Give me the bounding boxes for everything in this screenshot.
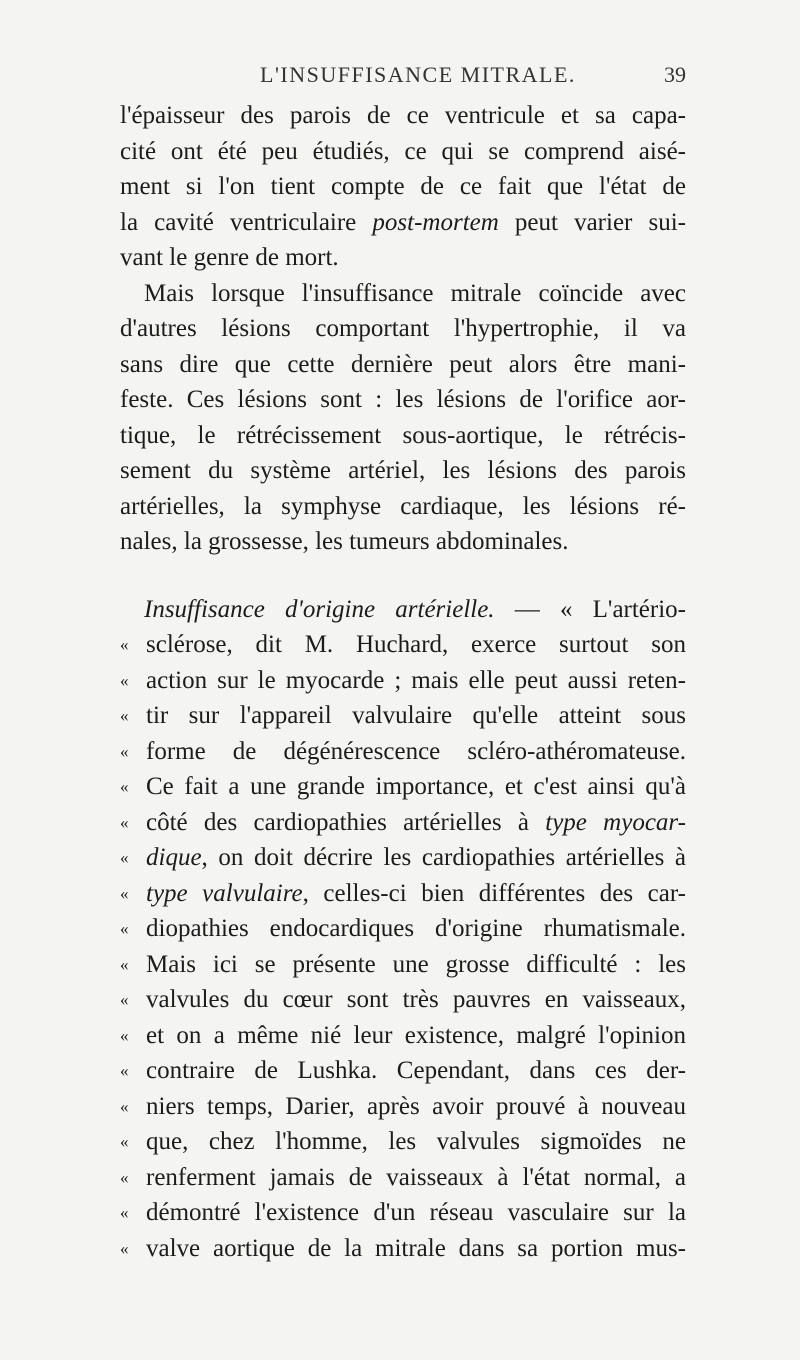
paragraph-2 xyxy=(120,276,686,560)
guillemet: « xyxy=(120,919,129,938)
text-line: la cavité ventriculaire post-mortem peut varier sui- xyxy=(120,208,686,236)
guillemet: « xyxy=(120,1132,129,1151)
guillemet: « xyxy=(120,1203,129,1222)
quote-line: « que, chez l'homme, les valvules sigmoïdes ne xyxy=(120,1124,686,1160)
guillemet: « xyxy=(120,883,129,903)
quote-line: « action sur le myocarde ; mais elle peut aussi reten- xyxy=(120,663,686,699)
text-line: d'autres lésions comportant l'hypertrophie, il va xyxy=(120,315,686,342)
guillemet: « xyxy=(120,812,129,832)
guillemet: « xyxy=(120,990,129,1009)
body-text xyxy=(120,98,686,1266)
quote-line: « type valvulaire, celles-ci bien différentes des car- xyxy=(120,876,686,912)
text-line: vant le genre de mort. xyxy=(120,244,339,271)
guillemet: « xyxy=(120,1238,129,1258)
italic-term: dique xyxy=(146,844,202,871)
section-heading: Insuffisance d'origine artérielle. xyxy=(144,595,495,623)
text-line: tique, le rétrécissement sous-aortique, le rétrécis- xyxy=(120,421,686,449)
quote-line: « valve aortique de la mitrale dans sa portion mus- xyxy=(120,1231,686,1267)
section-heading-line: Insuffisance d'origine artérielle. — « L'artério- xyxy=(144,595,686,623)
guillemet: « xyxy=(120,1025,129,1045)
guillemet: « xyxy=(120,777,129,796)
quote-line: « et on a même nié leur existence, malgré l'opinion xyxy=(120,1018,686,1054)
quote-line: « diopathies endocardiques d'origine rhumatismale. xyxy=(120,911,686,947)
text-line: l'épaisseur des parois de ce ventricule et sa capa- xyxy=(120,102,686,129)
page-number: 39 xyxy=(664,62,686,87)
guillemet: « xyxy=(120,1167,129,1187)
quote-line: « dique, on doit décrire les cardiopathies artérielles à xyxy=(120,840,686,876)
running-title: L'INSUFFISANCE MITRALE. xyxy=(260,62,576,87)
guillemet: « xyxy=(120,954,129,974)
italic-term: post-mortem xyxy=(372,208,499,236)
quote-line: « tir sur l'appareil valvulaire qu'elle atteint sous xyxy=(120,698,686,734)
italic-term: type valvulaire xyxy=(146,879,303,907)
quote-line: « Mais ici se présente une grosse difficulté : les xyxy=(120,947,686,983)
text-line: cité ont été peu étudiés, ce qui se comprend aisé- xyxy=(120,137,686,165)
quote-line: « sclérose, dit M. Huchard, exerce surtout son xyxy=(120,627,686,663)
guillemet: « xyxy=(120,741,129,761)
quote-line: « niers temps, Darier, après avoir prouvé à nouveau xyxy=(120,1089,686,1125)
paragraph-1 xyxy=(120,98,686,276)
guillemet: « xyxy=(120,706,129,725)
quote-line: « valvules du cœur sont très pauvres en vaisseaux, xyxy=(120,982,686,1018)
guillemet: « xyxy=(120,1096,129,1116)
text-line: nales, la grossesse, les tumeurs abdominales. xyxy=(120,528,569,555)
guillemet: « xyxy=(120,1061,129,1080)
paragraph-gap xyxy=(120,560,686,592)
guillemet: « xyxy=(120,670,129,690)
quote-line: « renferment jamais de vaisseaux à l'état normal, a xyxy=(120,1160,686,1196)
text-line: sans dire que cette dernière peut alors être mani- xyxy=(120,350,686,378)
text-line: artérielles, la symphyse cardiaque, les lésions ré- xyxy=(120,492,686,520)
quote-line: « forme de dégénérescence scléro-athéromateuse. xyxy=(120,734,686,770)
text-line: feste. Ces lésions sont : les lésions de l'orifice aor- xyxy=(120,386,686,413)
text-line: Mais lorsque l'insuffisance mitrale coïncide avec xyxy=(144,279,686,307)
guillemet: « xyxy=(120,635,129,654)
quote-line: « démontré l'existence d'un réseau vasculaire sur la xyxy=(120,1195,686,1231)
text-line: sement du système artériel, les lésions des parois xyxy=(120,457,686,484)
quote-line: « Ce fait a une grande importance, et c'est ainsi qu'à xyxy=(120,769,686,805)
italic-term: type myocar- xyxy=(545,808,686,836)
quote-line: « contraire de Lushka. Cependant, dans ces der- xyxy=(120,1053,686,1089)
section-arterial xyxy=(120,592,686,1267)
quote-line: « côté des cardiopathies artérielles à type myocar- xyxy=(120,805,686,841)
guillemet: « xyxy=(120,848,129,867)
text-line: ment si l'on tient compte de ce fait que l'état de xyxy=(120,173,686,200)
running-head xyxy=(120,62,686,98)
